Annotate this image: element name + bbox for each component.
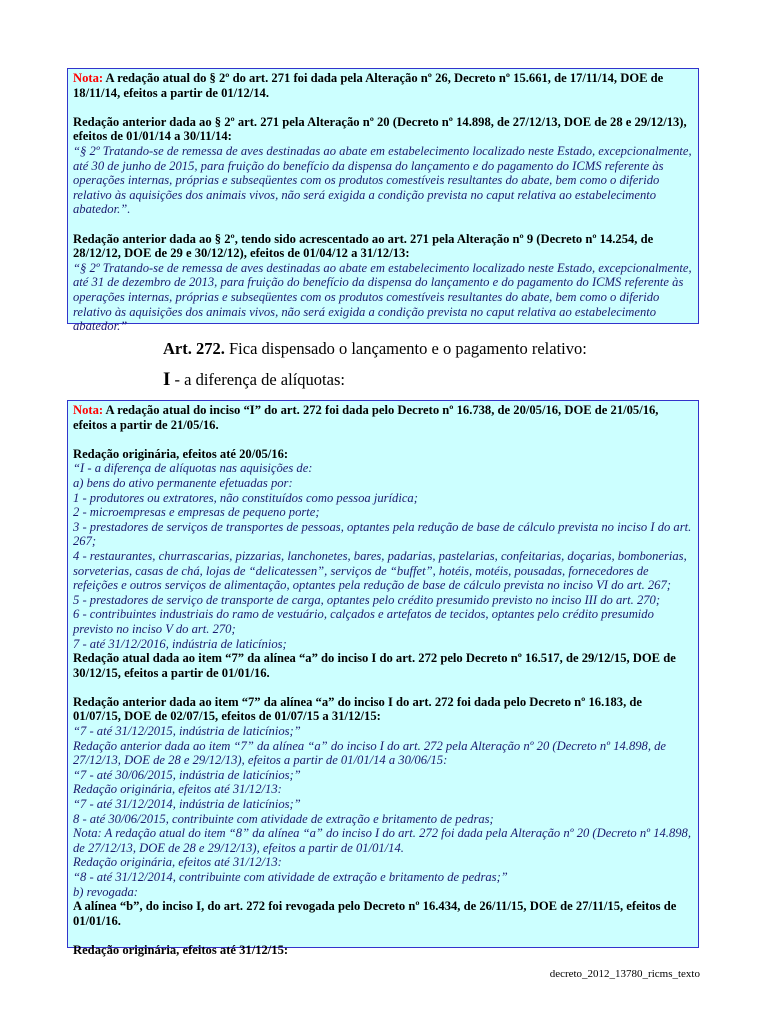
inciso-text: - a diferença de alíquotas: [170, 370, 345, 389]
note-paragraph [73, 403, 693, 432]
list-item: 6 - contribuintes industriais do ramo de vestuário, calçados e artefatos de tecidos, optantes pelo crédito presumido previsto no inciso V do art. 270; [73, 607, 654, 636]
list-item: Nota: A redação atual do item “8” da alínea “a” do inciso I do art. 272 foi dada pela Alteração nº 20 (Decreto nº 14.898, de 27/12/13, DOE de 28 e 29/12/13), efeitos a partir de 01/01/14. [73, 826, 691, 855]
note-paragraph [73, 71, 693, 100]
note-box-art-272 [67, 400, 699, 957]
list-item: 2 - microempresas e empresas de pequeno porte; [73, 505, 320, 520]
current-wording-item-7: Redação atual dada ao item “7” da alínea “a” do inciso I do art. 272 pelo Decreto nº 16.517, de 29/12/15, DOE de 30/12/15, efeitos a partir de 01/01/16. [73, 651, 676, 680]
original-wording-heading: Redação originária, efeitos até 20/05/16: [73, 446, 289, 461]
list-item: “7 - até 31/12/2014, indústria de laticínios;” [73, 797, 301, 812]
inciso-number: I [163, 369, 171, 390]
list-item: b) revogada: [73, 884, 138, 899]
article-272 [163, 339, 587, 359]
list-item: 8 - até 30/06/2015, contribuinte com atividade de extração e britamento de pedras; [73, 811, 494, 826]
article-number: Art. 272. [163, 339, 225, 358]
list-item: “8 - até 31/12/2014, contribuinte com atividade de extração e britamento de pedras;” [73, 870, 508, 884]
previous-wording-quote: “§ 2º Tratando-se de remessa de aves destinadas ao abate em estabelecimento localizado neste Estado, excepcionalmente, até 30 de junho de 2015, para fruição do benefício da dispensa do lançamento e do pagamento do ICMS referente às operações internas, próprias e subseqüentes com os produtos comestíveis resultantes do abate, bem como o diferido relativo às aquisições dos animais vivos, não será exigida a condição prevista no caput relativa ao estabelecimento abatedor.”. [73, 143, 692, 217]
list-item: Redação originária, efeitos até 31/12/13: [73, 855, 282, 870]
note-text: A redação atual do § 2º do art. 271 foi dada pela Alteração nº 26, Decreto nº 15.661, de 17/11/14, DOE de 18/11/14, efeitos a partir de 01/12/14. [73, 71, 664, 100]
footer-filename: decreto_2012_13780_ricms_texto [549, 968, 700, 980]
list-item: 5 - prestadores de serviço de transporte de carga, optantes pelo crédito presumido previsto no inciso III do art. 270; [73, 592, 661, 607]
list-item: 3 - prestadores de serviços de transportes de pessoas, optantes pela redução de base de cálculo prevista no inciso I do art. 267; [73, 519, 692, 549]
list-item: “I - a diferença de alíquotas nas aquisições de: [73, 461, 313, 476]
list-item: “7 - até 30/06/2015, indústria de laticínios;” [73, 767, 301, 782]
article-text: Fica dispensado o lançamento e o pagamento relativo: [224, 339, 587, 358]
original-wording-heading: Redação originária, efeitos até 31/12/15: [73, 942, 289, 957]
note-text: A redação atual do inciso “I” do art. 272 foi dada pelo Decreto nº 16.738, de 20/05/16, DOE de 21/05/16, efeitos a partir de 21/05/16. [73, 403, 659, 432]
note-label: Nota: [73, 71, 104, 85]
list-item: a) bens do ativo permanente efetuadas por: [73, 475, 293, 490]
list-item: 7 - até 31/12/2016, indústria de laticínios; [73, 636, 287, 651]
list-item: 4 - restaurantes, churrascarias, pizzarias, lanchonetes, bares, padarias, pastelarias, confeitarias, doçarias, bombonerias, sorveterias, casas de chá, lojas de “delicatessen”, serviços de “buffet”, hotéis, motéis, pousadas, fornecedores de refeições e outros serviços de alimentação, optantes pela redução de base de cálculo prevista no inciso VI do art. 267; [73, 548, 687, 593]
note-label: Nota: [73, 403, 104, 417]
list-item: “7 - até 31/12/2015, indústria de laticínios;” [73, 724, 301, 739]
earlier-wording-quote: “§ 2º Tratando-se de remessa de aves destinadas ao abate em estabelecimento localizado neste Estado, excepcionalmente, até 31 de dezembro de 2013, para fruição do benefício da dispensa do lançamento e do pagamento do ICMS referente às operações internas, próprias e subseqüentes com os produtos comestíveis resultantes do abate, bem como o diferido relativo às aquisições dos animais vivos, não será exigida a condição prevista no caput relativa ao estabelecimento abatedor.” [73, 260, 692, 334]
previous-wording-item-7: Redação anterior dada ao item “7” da alínea “a” do inciso I do art. 272 foi dada pelo Decreto nº 16.183, de 01/07/15, DOE de 02/07/15, efeitos de 01/07/15 a 31/12/15: [73, 694, 642, 724]
note-box-art-271 [67, 68, 699, 334]
list-item: Redação anterior dada ao item “7” da alínea “a” do inciso I do art. 272 pela Alteração nº 20 (Decreto nº 14.898, de 27/12/13, DOE de 28 e 29/12/13), efeitos a partir de 01/01/14 a 30/06/15: [73, 738, 667, 768]
revocation-note: A alínea “b”, do inciso I, do art. 272 foi revogada pelo Decreto nº 16.434, de 26/11/15, DOE de 27/11/15, efeitos de 01/01/16. [73, 899, 677, 928]
inciso-1 [163, 370, 345, 390]
earlier-wording-heading: Redação anterior dada ao § 2º, tendo sido acrescentado ao art. 271 pela Alteração nº 9 (Decreto nº 14.254, de 28/12/12, DOE de 29 e 30/12/12), efeitos de 01/04/12 a 31/12/13: [73, 231, 654, 261]
list-item: 1 - produtores ou extratores, não constituídos como pessoa jurídica; [73, 490, 418, 505]
list-item: Redação originária, efeitos até 31/12/13: [73, 782, 282, 797]
previous-wording-heading: Redação anterior dada ao § 2º art. 271 pela Alteração nº 20 (Decreto nº 14.898, de 27/12/13, DOE de 28 e 29/12/13), efeitos de 01/01/14 a 30/11/14: [73, 114, 687, 144]
